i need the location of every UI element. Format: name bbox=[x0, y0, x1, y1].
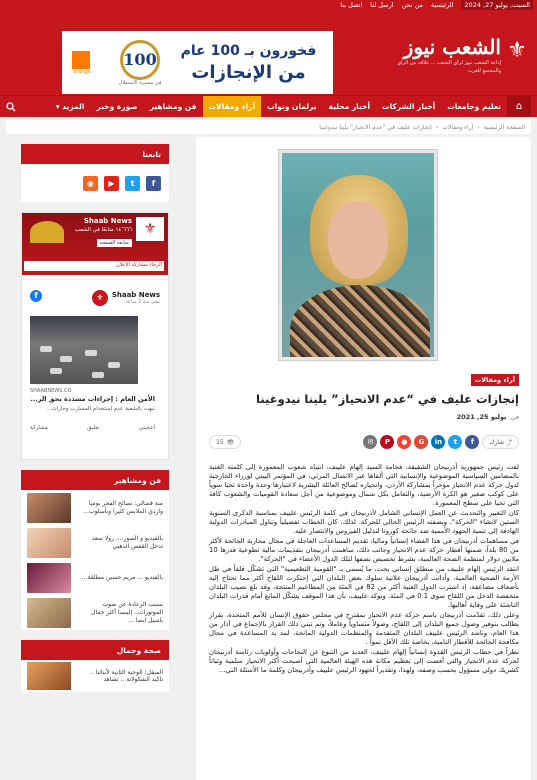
health-widget bbox=[21, 640, 169, 692]
site-header bbox=[0, 10, 537, 95]
nav-item-education[interactable]: تعليم وجامعات bbox=[447, 102, 501, 111]
share-icon: ⤴ bbox=[504, 439, 512, 447]
fb-post-domain: SHAABNEWS.CO bbox=[30, 388, 72, 394]
article-title: إنجازات عليف في “عدم الانحياز” يلينا نيدوغينا bbox=[256, 392, 519, 406]
follow-widget bbox=[21, 144, 169, 202]
list-item[interactable] bbox=[21, 595, 169, 630]
breadcrumb bbox=[6, 120, 531, 134]
top-bar bbox=[0, 0, 537, 10]
article-paragraph: لفت رئيس جمهورية أذربيجان الشقيقة، فخامة السيد إلهام علييف، انتباه شعوب المعمورة إلى كلمته الغنية بالمضامين السياسية الموضوعية والإنسانية التي ألقاها عبر الاتصال المرئي، في المؤتمر البيني لوزراء الخارجية لدول حركة عدم الانحياز مؤخراً بمشاركة الأردن، وانحيازه لصالح العائلة البشرية لاعتبارها وحدة واحدة تحيا سوياً على كوكب صغير هو الكرة الأرضية، والتعامل بكل شمال وموضوعية من أجل سعادة القوميات والشعوب كافة التي تحيا على سطح المعمورة. bbox=[209, 463, 519, 507]
meta-prefix: في bbox=[510, 413, 519, 421]
follow-title: تابعنا bbox=[21, 144, 169, 164]
topbar-link-contact[interactable]: اتصل بنا bbox=[340, 1, 363, 9]
article-author-photo bbox=[278, 149, 438, 361]
twitter-icon[interactable]: t bbox=[125, 176, 140, 191]
logo-name: الشعب نيوز bbox=[403, 35, 501, 59]
orange-brand-text: orange bbox=[73, 68, 91, 75]
celebrities-widget bbox=[21, 470, 169, 630]
nav-item-photo-news[interactable]: صورة وخبر bbox=[96, 102, 138, 111]
list-item[interactable] bbox=[21, 490, 169, 525]
celebrities-title: فن ومشاهير bbox=[21, 470, 169, 490]
category-badge[interactable]: آراء ومقالات bbox=[471, 374, 519, 386]
breadcrumb-home[interactable]: الصفحة الرئيسية bbox=[483, 123, 525, 131]
chevron-down-icon: ▾ bbox=[55, 102, 63, 111]
nav-more-label: المزيد bbox=[62, 102, 85, 111]
fb-comment-button[interactable]: تعليق bbox=[87, 425, 100, 431]
linkedin-share-icon[interactable]: in bbox=[431, 435, 445, 449]
home-icon[interactable]: ⌂ bbox=[507, 96, 531, 117]
nav-item-more[interactable] bbox=[50, 96, 91, 117]
topbar-link-home[interactable]: الرئيسية bbox=[431, 1, 454, 9]
list-item[interactable] bbox=[21, 525, 169, 560]
breadcrumb-separator: ‹ bbox=[435, 123, 439, 131]
facebook-icon: f bbox=[30, 290, 42, 302]
topbar-date: السبت, يوليو 27, 2024 bbox=[461, 0, 533, 10]
list-item-title[interactable]: بسبب الزعادة عن صوت الموتورات.. إلينسا أكثر جمال باسيل ايضا ... bbox=[91, 600, 163, 624]
article-paragraph: انتقد الرئيس إلهام علييف من منطلق إنساني بحت، ما يُسمى بـ "القومية التطعيمية" التي تشكّل قلقاً في ظل الأزمة الصحية العالمية، وأدانت أذربيجان علانية سلوك بعض البلدان التي إحتكرت اللقاح أكثر مما تحتاج إليه بأضعاف مضاعفة، إذ اشترت الدول الغنية أكثر من 82 في المئة من المطاعيم المنتجة، وقد بلغ نصيب البلدان منخفضة الدخل من اللقاح سوى 0.1 في المئة. وبوكد علييف، بأن هذا الموقف يشكّل المانع أمام قدرات البلدان الناشئة على وقاية أهاليها. bbox=[209, 565, 519, 609]
twitter-share-icon[interactable]: t bbox=[448, 435, 462, 449]
emblem-number: 100 bbox=[120, 40, 160, 80]
search-icon[interactable] bbox=[0, 96, 22, 117]
nav-item-celebrities[interactable]: فن ومشاهير bbox=[149, 102, 197, 111]
facebook-share-icon[interactable]: f bbox=[465, 435, 479, 449]
list-item-thumbnail[interactable] bbox=[27, 598, 71, 628]
fb-follow-button[interactable]: متابعة الصفحة bbox=[97, 239, 132, 247]
fleur-de-lis-icon: ⚜ bbox=[136, 217, 164, 241]
fb-post-time: نشر منذ 2 ساعة bbox=[125, 299, 160, 305]
article-paragraph: نظراً في خطاب الرئيس القدوة إنسانياً إلهام علييف، العديد من التنوع عن النجاحات وأولويات رئاسة أذربيجان لحركة عدم الانحياز والتي أفضت إلى تعظيم مكانة هذه الهيئة العالمية التي أصبحت أكثر الانحياز سلمية وثباتاً كشريك دولي مسؤول بحسب وصفه، ولهذا، وتقديراً لجهود الرئيس علييف وأذربيجان وكلمة ما الأسئلة التي... bbox=[209, 648, 519, 674]
pinterest-share-icon[interactable]: P bbox=[380, 435, 394, 449]
nav-item-parliament[interactable]: برلمان ونواب bbox=[267, 102, 317, 111]
avatar: ⚜ bbox=[92, 290, 108, 306]
list-item-thumbnail[interactable] bbox=[27, 563, 71, 593]
share-bar bbox=[209, 434, 519, 450]
share-button[interactable] bbox=[482, 435, 519, 449]
site-logo[interactable] bbox=[382, 35, 527, 75]
health-title: صحة وجمال bbox=[21, 640, 169, 660]
fb-post bbox=[22, 279, 168, 460]
article-date: يوليو 25, 2021 bbox=[456, 413, 507, 421]
banner-slogan bbox=[170, 41, 327, 85]
topbar-link-send[interactable]: ارسل لنا bbox=[370, 1, 394, 9]
fb-followers: ١٤٬٦٦٦ متابعًا في الشعب bbox=[74, 227, 132, 233]
header-ad-banner[interactable] bbox=[62, 31, 333, 94]
sidebar bbox=[21, 144, 169, 702]
breadcrumb-category[interactable]: آراء ومقالات bbox=[442, 123, 474, 131]
share-label: شارك bbox=[489, 438, 505, 446]
breadcrumb-current: إنجازات عليف في "عدم الانحياز" يلينا نيدوغينا bbox=[319, 123, 432, 131]
banner-slogan-line1: فخورون بـ 100 عام bbox=[180, 42, 317, 59]
article-body bbox=[209, 463, 519, 676]
facebook-icon[interactable]: f bbox=[146, 176, 161, 191]
fb-cover bbox=[22, 213, 168, 275]
social-links bbox=[21, 164, 169, 202]
fb-cover-dome-image bbox=[30, 221, 64, 243]
fb-post-header bbox=[92, 290, 160, 306]
fb-post-page[interactable]: Shaab News bbox=[111, 291, 160, 299]
google-share-icon[interactable]: G bbox=[414, 435, 428, 449]
youtube-icon[interactable]: ▶ bbox=[104, 176, 119, 191]
article-paragraph: كان التغيير والتحديث عن العمل الإنساني الشامل لأذربيجان في كلمة الرئيس علييف بمناسبة الذكرى السنوية الستين لانشاء "الحركة"، وبصفته الرئيس الحالي للحركة. لذلك، كان الخطاب تفصيلياً وتناول المبادرات الدولية الهادفة إلى تنمية الجهود الأممية ضد جائحة كورونا لتذليل الفيروس والانتصار عليه. bbox=[209, 509, 519, 535]
list-item[interactable] bbox=[21, 560, 169, 595]
rss-icon[interactable]: ◉ bbox=[83, 176, 98, 191]
article-paragraph: وعلى ذلك، تقدّمت أذربيجان باسم حركة عدم الانحياز بمقترح في مجلس حقوق الإنسان للأمم المتحدة، بقرار يطالب بتوفير وصول جميع البلدان إلى اللقاح، وصولاً متساوياً وعاملاً، وتم تبني ذلك القرار بالإجماع في آذار من هذا العام، وناشد الرئيس علييف البلدان المتقدمة والمنظمات الدولية المانحة، لمد يد المساعدة في مجال مكافحة الجائحة للأقطار النامية، بخاصة تلك الأقل نمواً . bbox=[209, 611, 519, 646]
fb-announce: الرجاء مشاركة الإعلان bbox=[24, 261, 164, 271]
breadcrumb-separator: ‹ bbox=[477, 123, 480, 131]
fleur-de-lis-icon: ⚜ bbox=[507, 38, 527, 63]
article-paragraph: في مساهمات أذربيجان في هذا الفضاء إنسانياً وماليا، تقديم المساعدات العاجلة في مجال محاربة الجائحة لأكثر من 80 بلداً، ضمنها أقطار حركة عدم الانحياز وجانب ذلك، ساهمت أذربيجان بتقديمات مالية تطوعية قدرها 10 ملايين دولار لمنظمة الصحة العالمية، بشرط تخصيص نصفها لتلك الدول الأعضاء في "الحركة". bbox=[209, 537, 519, 563]
fb-share-button[interactable]: مشاركة bbox=[30, 425, 48, 431]
emblem-caption: في مسيرة الاستقلال bbox=[118, 79, 162, 86]
article-container bbox=[196, 137, 531, 780]
list-item-title[interactable]: بالفيديو ... مريم حسين مطلقة.... bbox=[79, 573, 163, 581]
fb-cover-title: Shaab News bbox=[83, 217, 132, 225]
list-item-thumbnail[interactable] bbox=[27, 493, 71, 523]
fb-post-image[interactable] bbox=[30, 316, 138, 384]
article-meta bbox=[457, 413, 519, 421]
list-item[interactable] bbox=[21, 660, 169, 692]
reddit-share-icon[interactable]: ● bbox=[397, 435, 411, 449]
list-item-thumbnail[interactable] bbox=[27, 528, 71, 558]
fb-post-actions bbox=[30, 425, 155, 431]
list-item-title[interactable]: بالفيديو و الصور.... رولا سعد تدخل القفص الذهبي bbox=[91, 534, 163, 550]
topbar-link-about[interactable]: من نحن bbox=[401, 1, 424, 9]
main-nav bbox=[0, 95, 537, 117]
fb-post-description: نبهت بالشعبة عدم استخدام المسارب وحارات... bbox=[46, 406, 155, 412]
nav-item-local[interactable]: أخبار محلية bbox=[328, 102, 371, 111]
nav-item-opinions[interactable]: آراء ومقالات bbox=[203, 96, 262, 117]
orange-brand-logo bbox=[68, 51, 96, 75]
list-item-title[interactable]: منة فضالي: نصائح الفجر يوميا وازدي الملابس كثيرا وبأسلوب... bbox=[83, 499, 163, 515]
fb-post-headline[interactable]: الأمن العام : إجراءات مشددة بحق الر... bbox=[30, 395, 155, 403]
views-counter bbox=[209, 435, 241, 449]
banner-slogan-line2: من الإنجازات bbox=[191, 61, 306, 83]
eye-icon: 👁 bbox=[226, 438, 235, 446]
centennial-emblem bbox=[110, 35, 170, 91]
email-share-icon[interactable]: ✉ bbox=[363, 435, 377, 449]
views-count: 15 bbox=[216, 438, 224, 446]
nav-item-companies[interactable]: أخبار الشركات bbox=[382, 102, 436, 111]
logo-tagline: إذاعة الشعب نيوز لرأي الشعب ... علاقة بين الرأي والمجتمع للعرب bbox=[397, 60, 501, 74]
facebook-page-widget[interactable] bbox=[21, 212, 169, 460]
list-item-title[interactable]: المنقل: الوجبة الثانية لأبنائنا .. تاكيد الشكولاتة .. تشاهد bbox=[89, 669, 163, 683]
list-item-thumbnail[interactable] bbox=[27, 662, 71, 690]
fb-like-button[interactable]: أعجبني bbox=[138, 425, 155, 431]
